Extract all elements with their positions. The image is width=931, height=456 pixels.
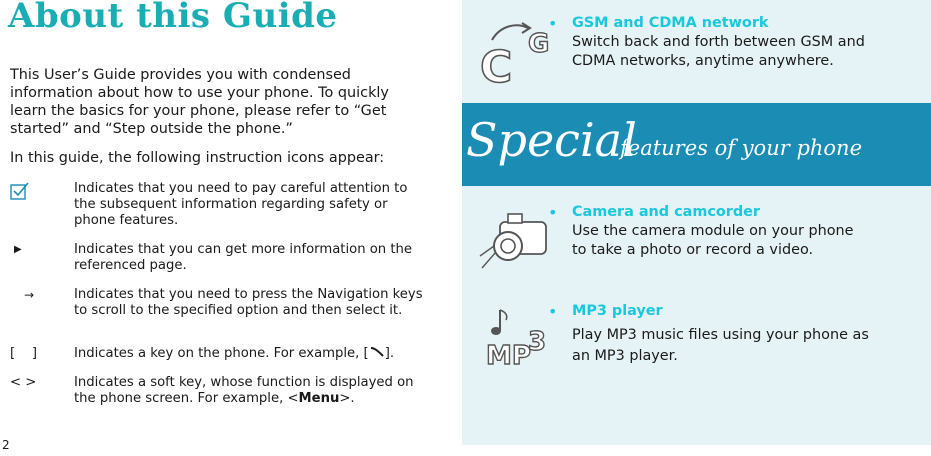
feature-title: MP3 player — [572, 303, 663, 319]
feature-mp3 — [548, 302, 872, 367]
icon-desc: Indicates a key on the phone. For example, [ ]. — [74, 346, 395, 361]
page-title: About this Guide — [8, 0, 338, 36]
feature-text: Use the camera module on your phone to take a photo or record a video. — [572, 223, 854, 258]
feature-text: Switch back and forth between GSM and CDMA networks, anytime anywhere. — [572, 34, 865, 69]
svg-text:C: C — [480, 42, 513, 89]
mp3-icon — [484, 304, 554, 372]
svg-text:G: G — [528, 29, 550, 59]
feature-gsm-cdma — [548, 14, 872, 71]
camera-icon — [478, 206, 558, 276]
feature-title: GSM and CDMA network — [572, 15, 769, 31]
icon-desc: Indicates that you can get more information on the referenced page. — [74, 242, 413, 273]
icon-desc: Indicates that you need to pay careful attention to the subsequent information regarding safety or phone features. — [74, 181, 408, 228]
feature-title: Camera and camcorder — [572, 204, 761, 220]
triangle-right-icon: ▶ — [14, 244, 22, 255]
icon-desc: Indicates a soft key, whose function is displayed on the phone screen. For example, <Menu>. — [74, 375, 414, 406]
icons-intro: In this guide, the following instruction icons appear: — [10, 150, 385, 166]
banner-title: Special — [466, 113, 637, 167]
feature-text: Play MP3 music files using your phone as an MP3 player. — [572, 327, 869, 364]
svg-text:MP: MP — [486, 341, 531, 371]
bullet: • — [548, 14, 558, 33]
page-number: 2 — [2, 438, 10, 452]
arrow-right-icon: → — [24, 288, 35, 302]
feature-camera — [548, 203, 872, 260]
angle-symbol: < > — [10, 375, 37, 390]
left-page — [0, 0, 450, 456]
send-key-icon — [369, 346, 385, 358]
bullet: • — [548, 302, 558, 321]
right-panel — [462, 0, 931, 445]
checkbox-icon — [10, 181, 60, 206]
icon-desc: Indicates that you need to press the Navigation keys to scroll to the specified option and then select it. — [74, 287, 423, 318]
bracket-symbol: [ ] — [10, 346, 38, 361]
banner-subtitle: features of your phone — [620, 136, 863, 160]
special-features-banner — [462, 103, 931, 186]
intro-paragraph: This User’s Guide provides you with condensed information about how to use your phone. To quickly learn the basics for your phone, please refer to “Get started” and “Step outside the phone.” — [10, 67, 389, 137]
bullet: • — [548, 203, 558, 222]
svg-text:3: 3 — [528, 327, 547, 357]
